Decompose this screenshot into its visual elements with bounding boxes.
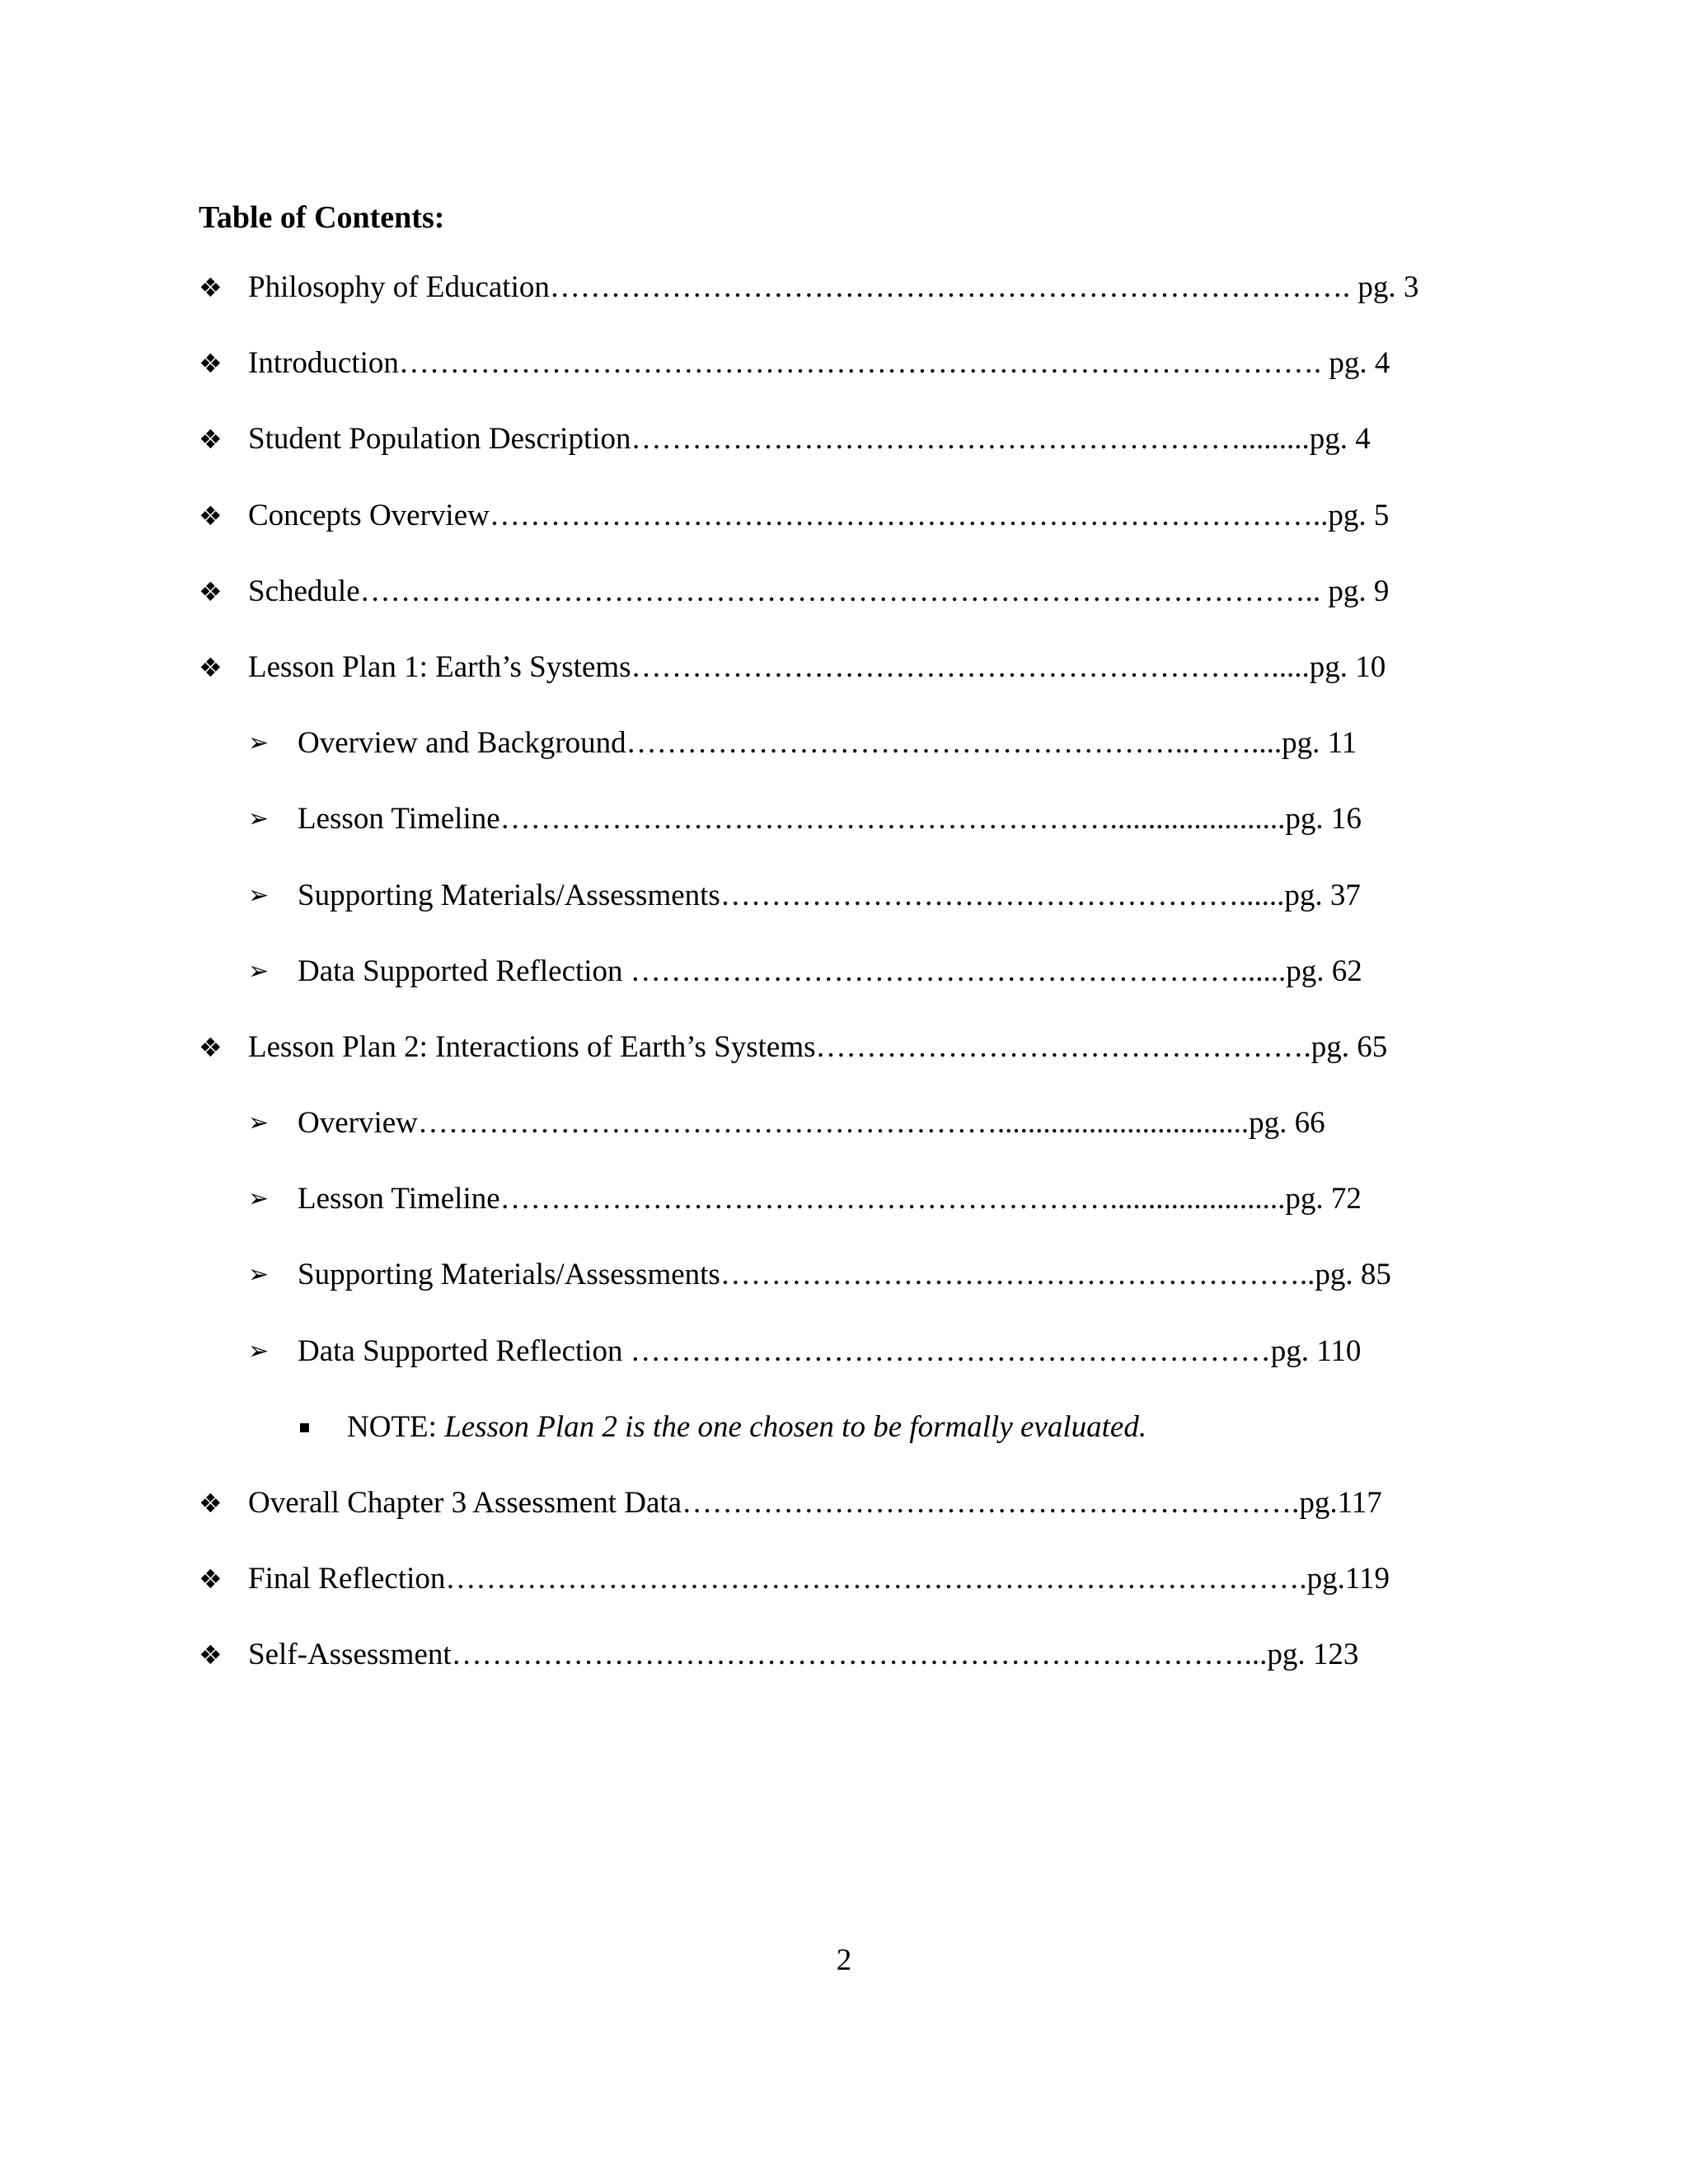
diamond-bullet-icon: ❖ xyxy=(199,424,223,456)
diamond-bullet-icon: ❖ xyxy=(199,1563,223,1596)
arrow-bullet-icon: ➢ xyxy=(248,1260,270,1290)
toc-subentry xyxy=(0,1179,1688,1255)
toc-entry xyxy=(0,1028,1688,1104)
arrow-bullet-icon: ➢ xyxy=(248,1184,270,1214)
toc-list xyxy=(0,268,1688,1712)
toc-subentry xyxy=(0,952,1688,1028)
toc-note-text xyxy=(347,1408,1486,1447)
toc-entry-text: Philosophy of Education……………………………………………………………………. pg. 3 xyxy=(248,270,1419,304)
toc-entry xyxy=(0,572,1688,648)
arrow-bullet-icon: ➢ xyxy=(248,804,270,834)
toc-entry xyxy=(0,1559,1688,1635)
diamond-bullet-icon: ❖ xyxy=(199,575,223,607)
toc-entry-text: Self-Assessment……………………………………………………………………...pg. 123 xyxy=(248,1638,1359,1672)
diamond-bullet-icon: ❖ xyxy=(199,348,223,380)
toc-entry-text: Concepts Overview………………………………………………………………………..pg. 5 xyxy=(248,498,1390,532)
toc-entry xyxy=(0,268,1688,344)
toc-entry-text: Student Population Description…………………………………………………….........pg. 4 xyxy=(248,422,1371,457)
toc-entry-text: Schedule………………………………………………………………………………….. pg. 9 xyxy=(248,574,1390,608)
toc-heading: Table of Contents: xyxy=(199,200,445,235)
toc-subentry xyxy=(0,724,1688,799)
toc-entry xyxy=(0,1483,1688,1559)
arrow-bullet-icon: ➢ xyxy=(248,1336,270,1366)
note-prefix: NOTE: xyxy=(347,1409,445,1444)
toc-subentry-text: Data Supported Reflection ………………………………………………………pg. 110 xyxy=(298,1333,1362,1368)
arrow-bullet-icon: ➢ xyxy=(248,729,270,758)
toc-entry-text: Final Reflection………………………………………………………………………….pg.119 xyxy=(248,1562,1390,1596)
arrow-bullet-icon: ➢ xyxy=(248,1108,270,1138)
toc-entry-text: Introduction………………………………………………………………………………. pg. 4 xyxy=(248,346,1390,381)
toc-subentry-text: Overview………………………………………………….................................pg. 66 xyxy=(298,1106,1325,1141)
toc-entry xyxy=(0,344,1688,419)
toc-subentry-text: Supporting Materials/Assessments…………………………………………………..pg. 85 xyxy=(298,1258,1391,1292)
toc-entry-text: Overall Chapter 3 Assessment Data…………………………………………………….pg.117 xyxy=(248,1486,1382,1520)
diamond-bullet-icon: ❖ xyxy=(199,1031,223,1063)
arrow-bullet-icon: ➢ xyxy=(248,956,270,986)
toc-entry xyxy=(0,648,1688,724)
page-number: 2 xyxy=(836,1943,852,1977)
toc-subentry-text: Data Supported Reflection ……………………………………………………......pg. 62 xyxy=(298,954,1362,988)
toc-entry xyxy=(0,496,1688,572)
toc-entry-text: Lesson Plan 1: Earth’s Systems……………………………………………………….....pg. 10 xyxy=(248,649,1386,684)
toc-subentry xyxy=(0,1104,1688,1179)
toc-subentry-text: Overview and Background………………………………………………..……....pg. 11 xyxy=(298,726,1357,761)
toc-entry xyxy=(0,1635,1688,1711)
toc-subentry xyxy=(0,799,1688,875)
toc-note xyxy=(0,1408,1688,1483)
square-bullet-icon: ▪ xyxy=(298,1416,311,1437)
toc-subentry xyxy=(0,1332,1688,1408)
diamond-bullet-icon: ❖ xyxy=(199,1639,223,1671)
toc-entry-text: Lesson Plan 2: Interactions of Earth’s Systems………………………………………….pg. 65 xyxy=(248,1029,1388,1064)
toc-subentry xyxy=(0,876,1688,952)
diamond-bullet-icon: ❖ xyxy=(199,272,223,303)
toc-subentry-text: Lesson Timeline…………………………………………………….......................pg. 72 xyxy=(298,1182,1362,1216)
toc-subentry-text: Lesson Timeline…………………………………………………….......................pg. 16 xyxy=(298,802,1362,837)
diamond-bullet-icon: ❖ xyxy=(199,1488,223,1519)
toc-subentry xyxy=(0,1255,1688,1331)
toc-entry xyxy=(0,419,1688,495)
diamond-bullet-icon: ❖ xyxy=(199,499,223,532)
note-italic-text: Lesson Plan 2 is the one chosen to be formally evaluated. xyxy=(444,1409,1147,1444)
diamond-bullet-icon: ❖ xyxy=(199,651,223,683)
arrow-bullet-icon: ➢ xyxy=(248,880,270,910)
toc-subentry-text: Supporting Materials/Assessments……………………………………………......pg. 37 xyxy=(298,878,1361,912)
